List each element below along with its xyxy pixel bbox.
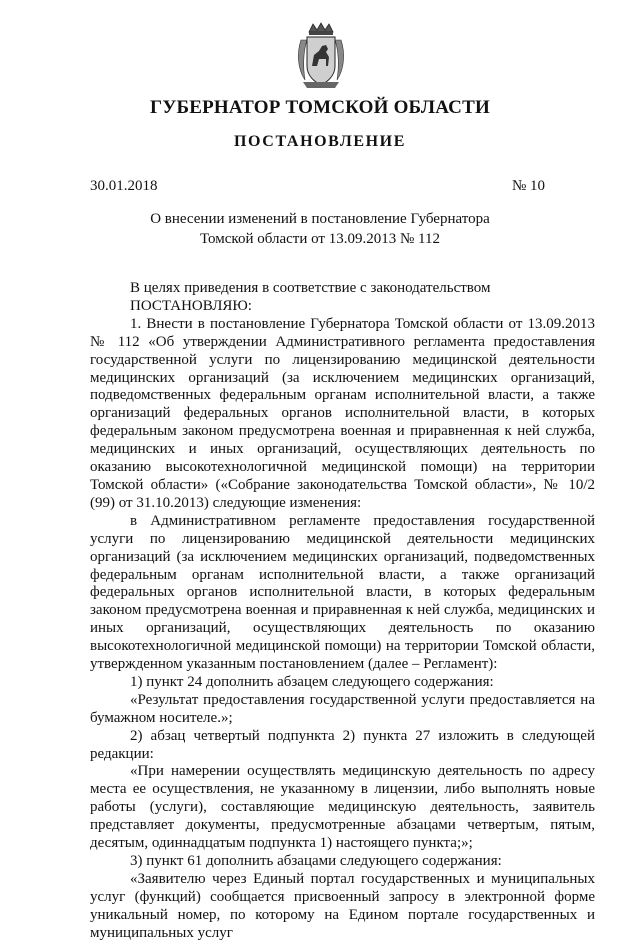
paragraph-sub-1: 1) пункт 24 дополнить абзацем следующего содержания:	[130, 673, 494, 690]
paragraph-decree: ПОСТАНОВЛЯЮ:	[130, 297, 252, 314]
subject-line: Томской области от 13.09.2013 № 112	[200, 231, 440, 247]
paragraph-sub-2: 2) абзац четвертый подпункта 2) пункта 27 изложить в следующей редакции:	[90, 727, 595, 762]
coat-of-arms-icon	[295, 22, 347, 90]
coat-of-arms-graphic	[295, 22, 347, 90]
document-subject	[0, 209, 640, 249]
paragraph-preamble: В целях приведения в соответствие с законодательством	[130, 280, 491, 296]
subject-line: О внесении изменений в постановление Губернатора	[150, 211, 490, 227]
paragraph-sub-3: 3) пункт 61 дополнить абзацами следующего содержания:	[130, 853, 502, 869]
paragraph-item-1: 1. Внести в постановление Губернатора Томской области от 13.09.2013 № 112 «Об утверждении Административного регламента предоставления государственной услуги по лицензированию медицинской деятельности медицинских организаций (за исключением медицинских организаций, подведомственных федеральным органам исполнительной власти, а также организаций федеральных органов исполнительной власти, в которых федеральным законом предусмотрена военная и приравненная к ней служба, медицинских и иных организаций, осуществляющих деятельность по оказанию высокотехнологичной медицинской помощи) на территории Томской области» («Собрание законодательства Томской области», № 10/2 (99) от 31.10.2013) следующие изменения:	[90, 315, 595, 511]
document-number: № 10	[511, 178, 545, 194]
paragraph-quote-2: «При намерении осуществлять медицинскую деятельность по адресу места ее осуществления, не указанному в лицензии, либо выполнять новые работы (услуги), составляющие медицинскую деятельность, заявитель представляет документы, предусмотренные абзацами четвертым, пятым, десятым, одиннадцатым подпункта 1) настоящего пункта;»;	[90, 763, 595, 852]
paragraph-quote-1: «Результат предоставления государственной услуги предоставляется на бумажном носителе.»;	[90, 691, 595, 726]
issuing-authority: ГУБЕРНАТОР ТОМСКОЙ ОБЛАСТИ	[150, 97, 490, 118]
document-date: 30.01.2018	[90, 178, 158, 194]
document-type: ПОСТАНОВЛЕНИЕ	[234, 133, 406, 150]
document-body	[90, 280, 595, 943]
paragraph-regulation: в Административном регламенте предоставления государственной услуги по лицензированию медицинской деятельности медицинских организаций (за исключением медицинских организаций, подведомственных федеральным органам исполнительной власти, а также организаций федеральных органов исполнительной власти, в которых федеральным законом предусмотрена военная и приравненная к ней служба, медицинских и иных организаций, осуществляющих деятельность по оказанию высокотехнологичной медицинской помощи) на территории Томской области, утвержденном указанным постановлением (далее – Регламент):	[90, 512, 595, 673]
paragraph-quote-3: «Заявителю через Единый портал государственных и муниципальных услуг (функций) сообщается присвоенный запросу в электронной форме уникальный номер, по которому на Едином портале государственных и муниципальных услуг	[90, 870, 595, 941]
